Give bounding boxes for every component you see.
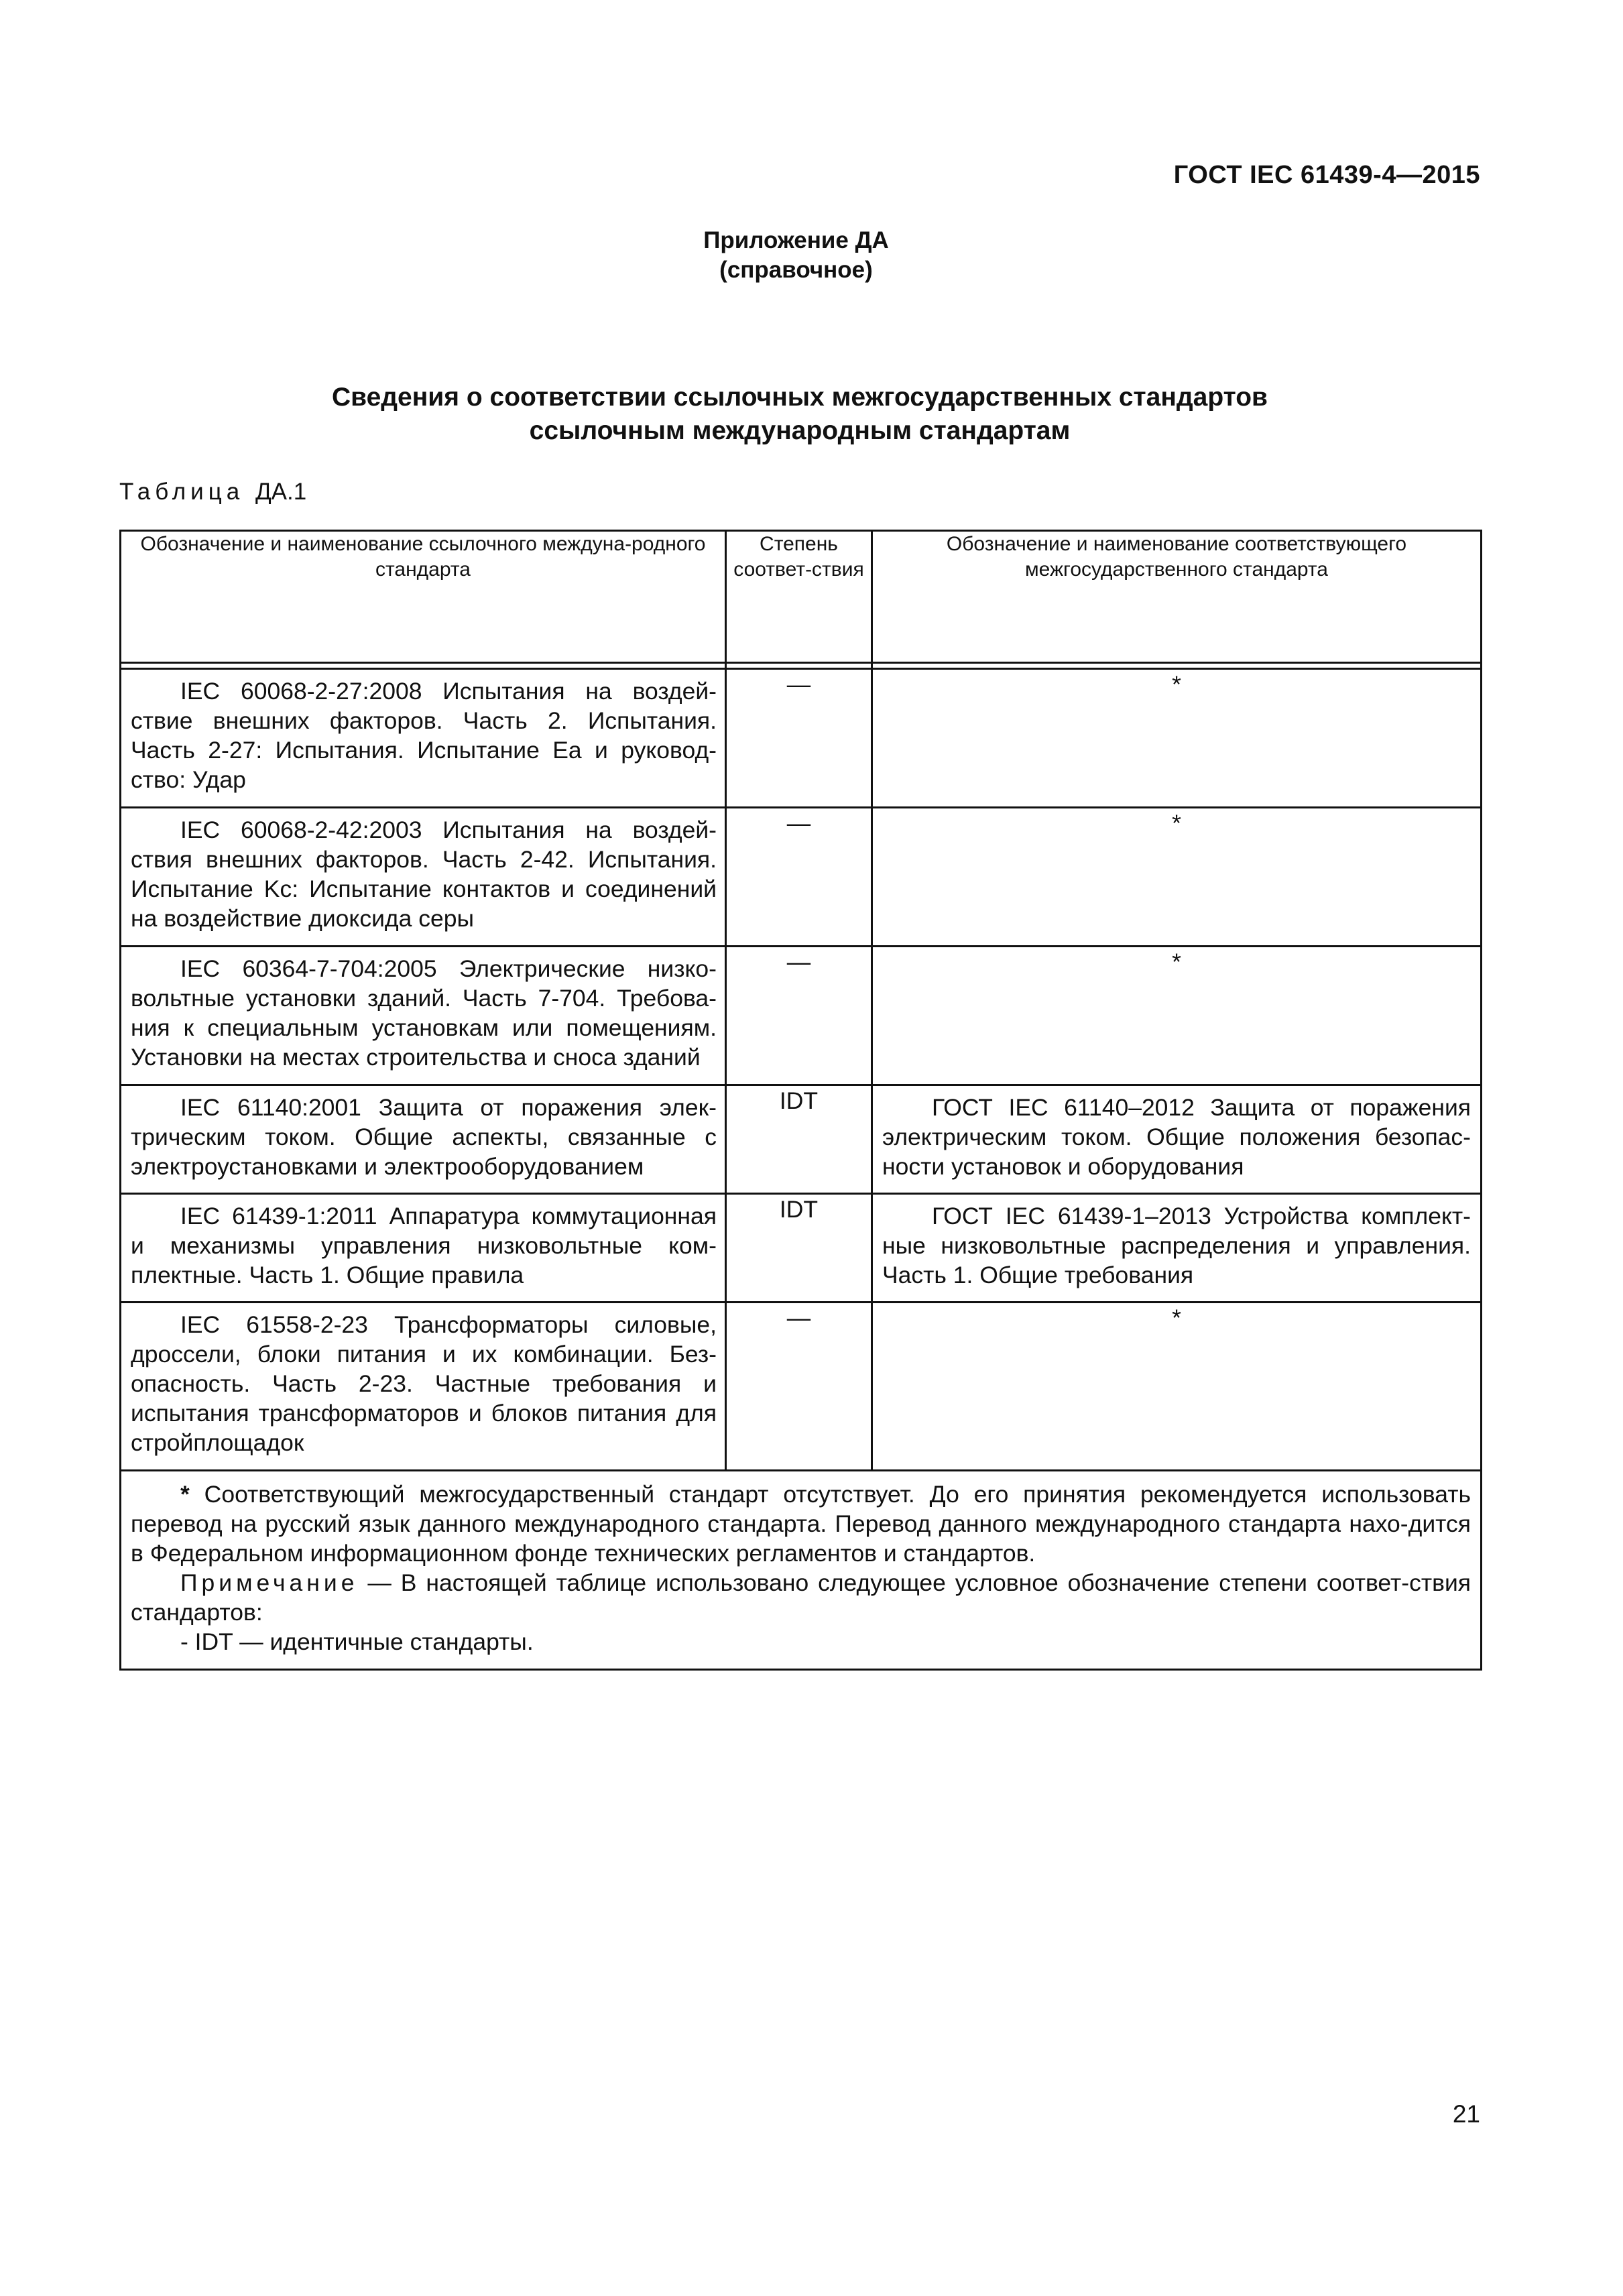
degree-cell: —	[726, 1303, 872, 1471]
header-degree-of-correspondence: Степень соответ-ствия	[726, 531, 872, 663]
interstate-standard-cell: ГОСТ IEC 61439-1–2013 Устройства комплект-ные низковольтные распределения и управления. Часть 1. Общие требования	[872, 1194, 1482, 1303]
table-note	[131, 1568, 1471, 1627]
table-label-number: ДА.1	[255, 479, 307, 505]
degree-cell: IDT	[726, 1194, 872, 1303]
table-row	[121, 1194, 1482, 1303]
header-international-standard: Обозначение и наименование ссылочного междуна-родного стандарта	[121, 531, 726, 663]
footnote-text: Соответствующий межгосударственный стандарт отсутствует. До его принятия рекомендуется использовать перевод на русский язык данного международного стандарта. Перевод данного международного стандарта нахо-дится в Федеральном информационном фонде технических регламентов и стандартов.	[131, 1481, 1471, 1567]
document-code: ГОСТ IEC 61439-4—2015	[1173, 161, 1480, 189]
footnote-star: *	[180, 1481, 190, 1508]
interstate-standard-cell: *	[872, 1303, 1482, 1471]
table-footnote-row	[121, 1471, 1482, 1670]
footnote-absent-standard	[131, 1479, 1471, 1568]
interstate-standard-cell: ГОСТ IEC 61140–2012 Защита от поражения электрическим током. Общие положения безопас-ности установок и оборудования	[872, 1085, 1482, 1194]
annex-heading	[0, 226, 1592, 285]
header-spacer-row	[121, 663, 1482, 669]
degree-cell: —	[726, 669, 872, 808]
international-standard-cell: IEC 60364-7-704:2005 Электрические низко-вольтные установки зданий. Часть 7-704. Требова-ния к специальным установкам или помещениям. Установки на местах строительства и сноса зданий	[121, 947, 726, 1085]
idt-legend: - IDT — идентичные стандарты.	[180, 1628, 534, 1655]
page-number: 21	[1452, 2100, 1480, 2128]
reference-standards-table	[119, 530, 1482, 1671]
table-row	[121, 947, 1482, 1085]
international-standard-cell: IEC 61140:2001 Защита от поражения элек-трическим током. Общие аспекты, связанные с электроустановками и электрооборудованием	[121, 1085, 726, 1194]
table-row	[121, 1085, 1482, 1194]
international-standard-cell: IEC 61439-1:2011 Аппаратура коммутационная и механизмы управления низковольтные ком-плектные. Часть 1. Общие правила	[121, 1194, 726, 1303]
table-label-word: Таблица	[119, 479, 245, 505]
degree-cell: IDT	[726, 1085, 872, 1194]
international-standard-cell: IEC 60068-2-27:2008 Испытания на воздей-ствие внешних факторов. Часть 2. Испытания. Часть 2-27: Испытания. Испытание Ea и руковод-ство: Удар	[121, 669, 726, 808]
interstate-standard-cell: *	[872, 808, 1482, 947]
degree-cell: —	[726, 947, 872, 1085]
table-row	[121, 669, 1482, 808]
section-title-line1: Сведения о соответствии ссылочных межгосударственных стандартов	[331, 383, 1268, 412]
table-row	[121, 808, 1482, 947]
degree-cell: —	[726, 808, 872, 947]
note-word: Примечание	[180, 1569, 359, 1596]
section-title	[0, 381, 1600, 448]
interstate-standard-cell: *	[872, 947, 1482, 1085]
international-standard-cell: IEC 61558-2-23 Трансформаторы силовые, дроссели, блоки питания и их комбинации. Без-опасность. Часть 2-23. Частные требования и испытания трансформаторов и блоков питания для стройплощадок	[121, 1303, 726, 1471]
interstate-standard-cell: *	[872, 669, 1482, 808]
table-row	[121, 1303, 1482, 1471]
header-interstate-standard: Обозначение и наименование соответствующего межгосударственного стандарта	[872, 531, 1482, 663]
note-text: — В настоящей таблице использовано следующее условное обозначение степени соответ-ствия стандартов:	[131, 1569, 1471, 1626]
annex-type: (справочное)	[719, 257, 873, 283]
table-label	[119, 479, 306, 505]
international-standard-cell: IEC 60068-2-42:2003 Испытания на воздей-ствия внешних факторов. Часть 2-42. Испытания. Испытание Kc: Испытание контактов и соединений на воздействие диоксида серы	[121, 808, 726, 947]
section-title-line2: ссылочным международным стандартам	[529, 416, 1071, 445]
table-header-row	[121, 531, 1482, 663]
table-footnote-cell	[121, 1471, 1482, 1670]
annex-title: Приложение ДА	[703, 227, 889, 253]
